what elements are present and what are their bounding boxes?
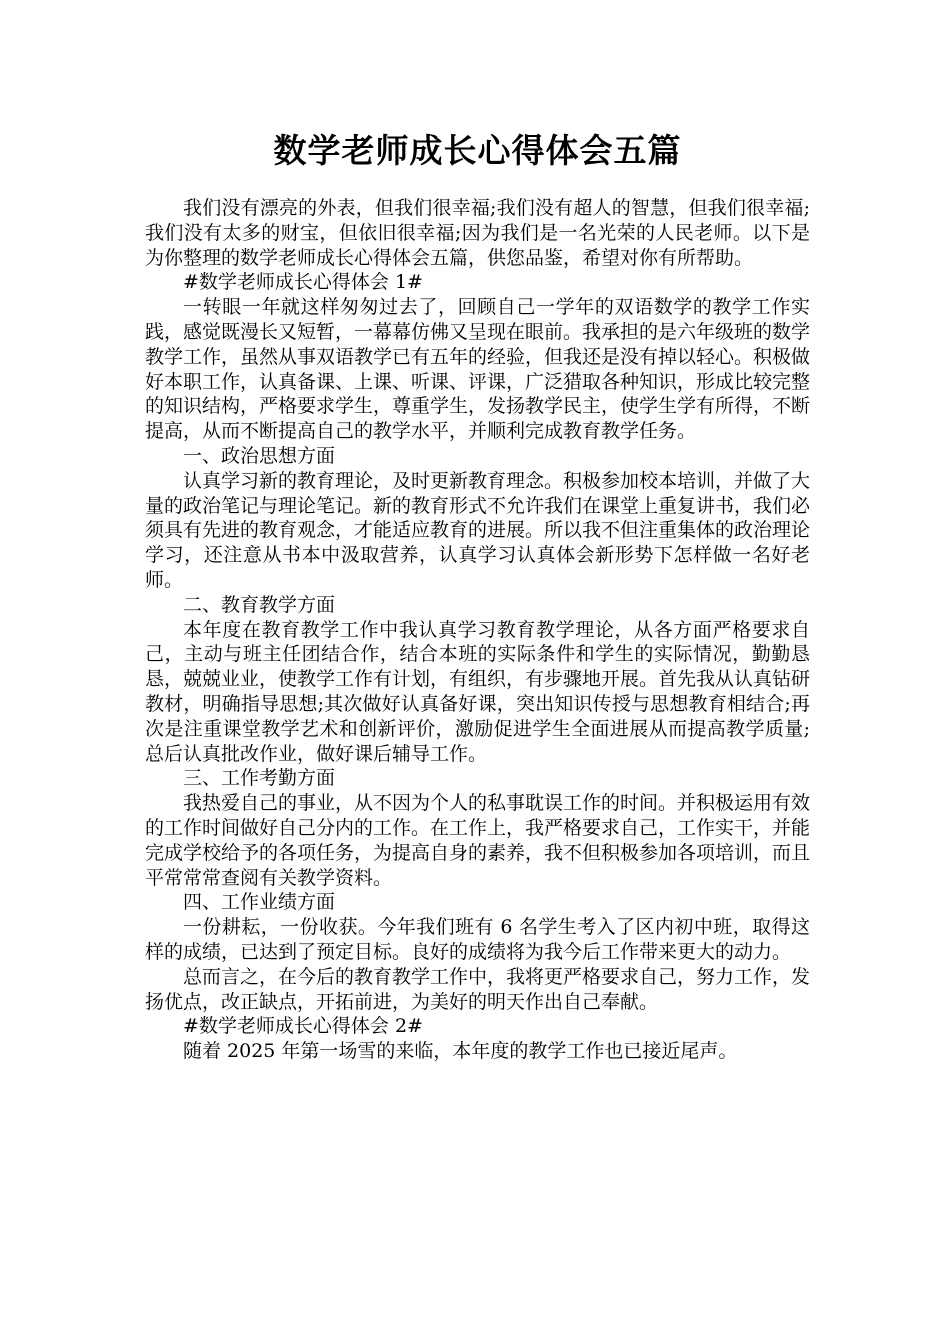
body-paragraph: 总而言之，在今后的教育教学工作中，我将更严格要求自己，努力工作，发扬优点，改正缺点，开拓前进，为美好的明天作出自己奉献。 (145, 965, 811, 1013)
body-paragraph: 随着 2025 年第一场雪的来临，本年度的教学工作也已接近尾声。 (183, 1040, 738, 1063)
body-paragraph: 我热爱自己的事业，从不因为个人的私事耽误工作的时间。并积极运用有效的工作时间做好自己分内的工作。在工作上，我严格要求自己，工作实干，并能完成学校给予的各项任务，为提高自身的素养，我不但积极参加各项培训，而且平常常常查阅有关教学资料。 (145, 792, 811, 889)
subheading-politics: 一、政治思想方面 (183, 444, 336, 467)
section-heading-1: #数学老师成长心得体会 1# (183, 271, 423, 294)
body-paragraph: 一份耕耘，一份收获。今年我们班有 6 名学生考入了区内初中班，取得这样的成绩，已达到了预定目标。良好的成绩将为我今后工作带来更大的动力。 (145, 916, 810, 963)
subheading-attendance: 三、工作考勤方面 (183, 767, 336, 790)
document-page (145, 0, 810, 1064)
body-paragraph: 认真学习新的教育理论，及时更新教育理念。积极参加校本培训，并做了大量的政治笔记与理论笔记。新的教育形式不允许我们在课堂上重复讲书，我们必须具有先进的教育观念，才能适应教育的进展。所以我不但注重集体的政治理论学习，还注意从书本中汲取营养，认真学习认真体会新形势下怎样做一名好老师。 (145, 469, 811, 591)
document-title: 数学老师成长心得体会五篇 (273, 131, 682, 170)
document-body (145, 196, 810, 1064)
body-paragraph: 本年度在教育教学工作中我认真学习教育教学理论，从各方面严格要求自己，主动与班主任团结合作，结合本班的实际条件和学生的实际情况，勤勤恳恳，兢兢业业，使教学工作有计划，有组织，有步骤地开展。首先我从认真钻研教材，明确指导思想;其次做好认真备好课，突出知识传授与思想教育相结合;再次是注重课堂教学艺术和创新评价，激励促进学生全面进展从而提高教学质量;总后认真批改作业，做好课后辅导工作。 (145, 618, 811, 765)
subheading-teaching: 二、教育教学方面 (183, 593, 336, 616)
intro-paragraph: 我们没有漂亮的外表，但我们很幸福;我们没有超人的智慧，但我们很幸福;我们没有太多的财宝，但依旧很幸福;因为我们是一名光荣的人民老师。以下是为你整理的数学老师成长心得体会五篇，供您品鉴，希望对你有所帮助。 (145, 197, 810, 269)
subheading-performance: 四、工作业绩方面 (183, 891, 336, 914)
body-paragraph: 一转眼一年就这样匆匆过去了，回顾自己一学年的双语数学的教学工作实践，感觉既漫长又短暂，一幕幕仿佛又呈现在眼前。我承担的是六年级班的数学教学工作，虽然从事双语教学已有五年的经验，但我还是没有掉以轻心。积极做好本职工作，认真备课、上课、听课、评课，广泛猎取各种知识，形成比较完整的知识结构，严格要求学生，尊重学生，发扬教学民主，使学生学有所得，不断提高，从而不断提高自己的教学水平，并顺利完成教育教学任务。 (145, 296, 811, 443)
section-heading-2: #数学老师成长心得体会 2# (183, 1015, 423, 1038)
